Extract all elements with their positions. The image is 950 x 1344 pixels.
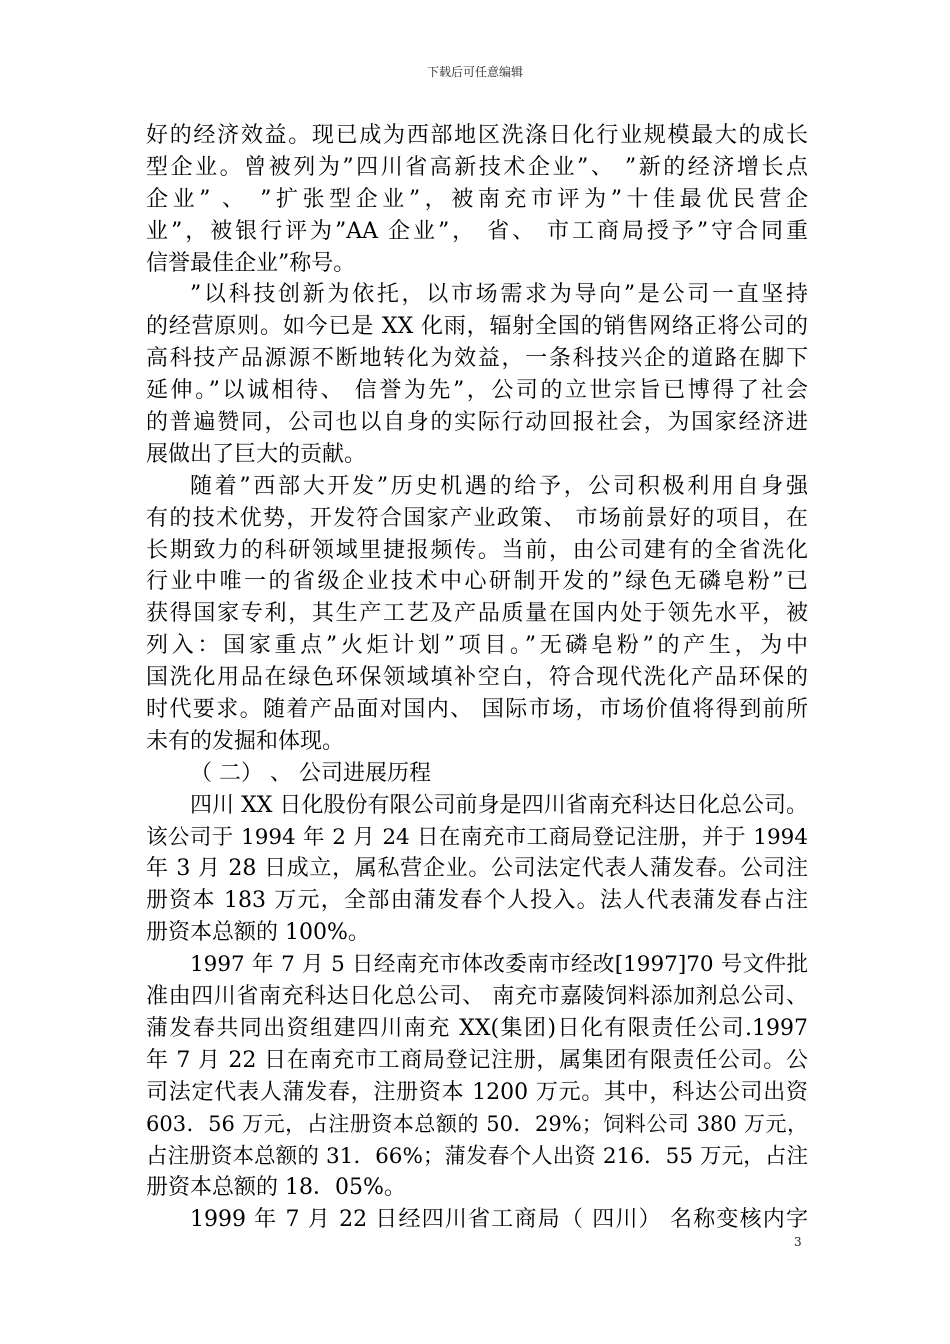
text-line: 年 7 月 22 日在南充市工商局登记注册，属集团有限责任公司。公 bbox=[146, 1047, 808, 1073]
text-line: 长期致力的科研领域里捷报频传。当前，由公司建有的全省洗化 bbox=[146, 537, 808, 563]
text-line: 1999 年 7 月 22 日经四川省工商局（ 四川） 名称变核内字 bbox=[190, 1207, 808, 1233]
text-line: 高科技产品源源不断地转化为效益，一条科技兴企的道路在脚下 bbox=[146, 346, 808, 372]
text-line: 册资本总额的 100%。 bbox=[146, 920, 370, 946]
section-heading: （ 二） 、 公司进展历程 bbox=[190, 760, 431, 786]
text-line: 四川 XX 日化股份有限公司前身是四川省南充科达日化总公司。 bbox=[190, 792, 808, 818]
text-line: 时代要求。随着产品面对国内、 国际市场，市场价值将得到前所 bbox=[146, 697, 808, 723]
text-line: 行业中唯一的省级企业技术中心研制开发的”绿色无磷皂粉”已 bbox=[146, 569, 808, 595]
text-line: ”以科技创新为依托，以市场需求为导向”是公司一直坚持 bbox=[190, 282, 808, 308]
text-line: 延伸。”以诚相待、 信誉为先”，公司的立世宗旨已博得了社会 bbox=[146, 378, 808, 404]
document-body bbox=[146, 120, 808, 1236]
text-line: 信誉最佳企业”称号。 bbox=[146, 250, 356, 276]
text-line: 册资本总额的 18．05%。 bbox=[146, 1175, 406, 1201]
text-line: 的经营原则。如今已是 XX 化雨，辐射全国的销售网络正将公司的 bbox=[146, 314, 808, 340]
text-line: 展做出了巨大的贡献。 bbox=[146, 441, 367, 467]
text-line: 获得国家专利，其生产工艺及产品质量在国内处于领先水平，被 bbox=[146, 601, 808, 627]
text-line: 占注册资本总额的 31．66%；蒲发春个人出资 216．55 万元，占注 bbox=[146, 1143, 808, 1169]
text-line: 随着”西部大开发”历史机遇的给予，公司积极利用自身强 bbox=[190, 473, 808, 499]
text-line: 该公司于 1994 年 2 月 24 日在南充市工商局登记注册，并于 1994 bbox=[146, 824, 808, 850]
text-line: 的普遍赞同，公司也以自身的实际行动回报社会，为国家经济进 bbox=[146, 410, 808, 436]
text-line: 蒲发春共同出资组建四川南充 XX(集团)日化有限责任公司.1997 bbox=[146, 1015, 808, 1041]
text-line: 未有的发掘和体现。 bbox=[146, 728, 345, 754]
text-line: 国洗化用品在绿色环保领域填补空白，符合现代洗化产品环保的 bbox=[146, 665, 808, 691]
page-number: 3 bbox=[794, 1235, 802, 1249]
text-line: 企业” 、 ”扩张型企业”，被南充市评为”十佳最优民营企 bbox=[146, 186, 808, 212]
text-line: 好的经济效益。现已成为西部地区洗涤日化行业规模最大的成长 bbox=[146, 123, 808, 148]
text-line: 1997 年 7 月 5 日经南充市体改委南市经改[1997]70 号文件批 bbox=[190, 952, 808, 978]
text-line: 司法定代表人蒲发春，注册资本 1200 万元。其中，科达公司出资 bbox=[146, 1079, 808, 1105]
text-line: 准由四川省南充科达日化总公司、 南充市嘉陵饲料添加剂总公司、 bbox=[146, 984, 808, 1010]
page-header: 下载后可任意编辑 bbox=[426, 65, 523, 79]
text-line: 册资本 183 万元，全部由蒲发春个人投入。法人代表蒲发春占注 bbox=[146, 888, 808, 914]
text-line: 列入：国家重点”火炬计划”项目。”无磷皂粉”的产生，为中 bbox=[146, 633, 808, 659]
text-line: 有的技术优势，开发符合国家产业政策、 市场前景好的项目，在 bbox=[146, 505, 808, 531]
text-line: 型企业。曾被列为”四川省高新技术企业”、 ”新的经济增长点 bbox=[146, 154, 808, 180]
text-line: 603．56 万元，占注册资本总额的 50．29%；饲料公司 380 万元， bbox=[146, 1111, 808, 1136]
text-line: 年 3 月 28 日成立，属私营企业。公司法定代表人蒲发春。公司注 bbox=[146, 856, 808, 882]
text-line: 业”，被银行评为”AA 企业”， 省、 市工商局授予”守合同重 bbox=[146, 218, 808, 244]
